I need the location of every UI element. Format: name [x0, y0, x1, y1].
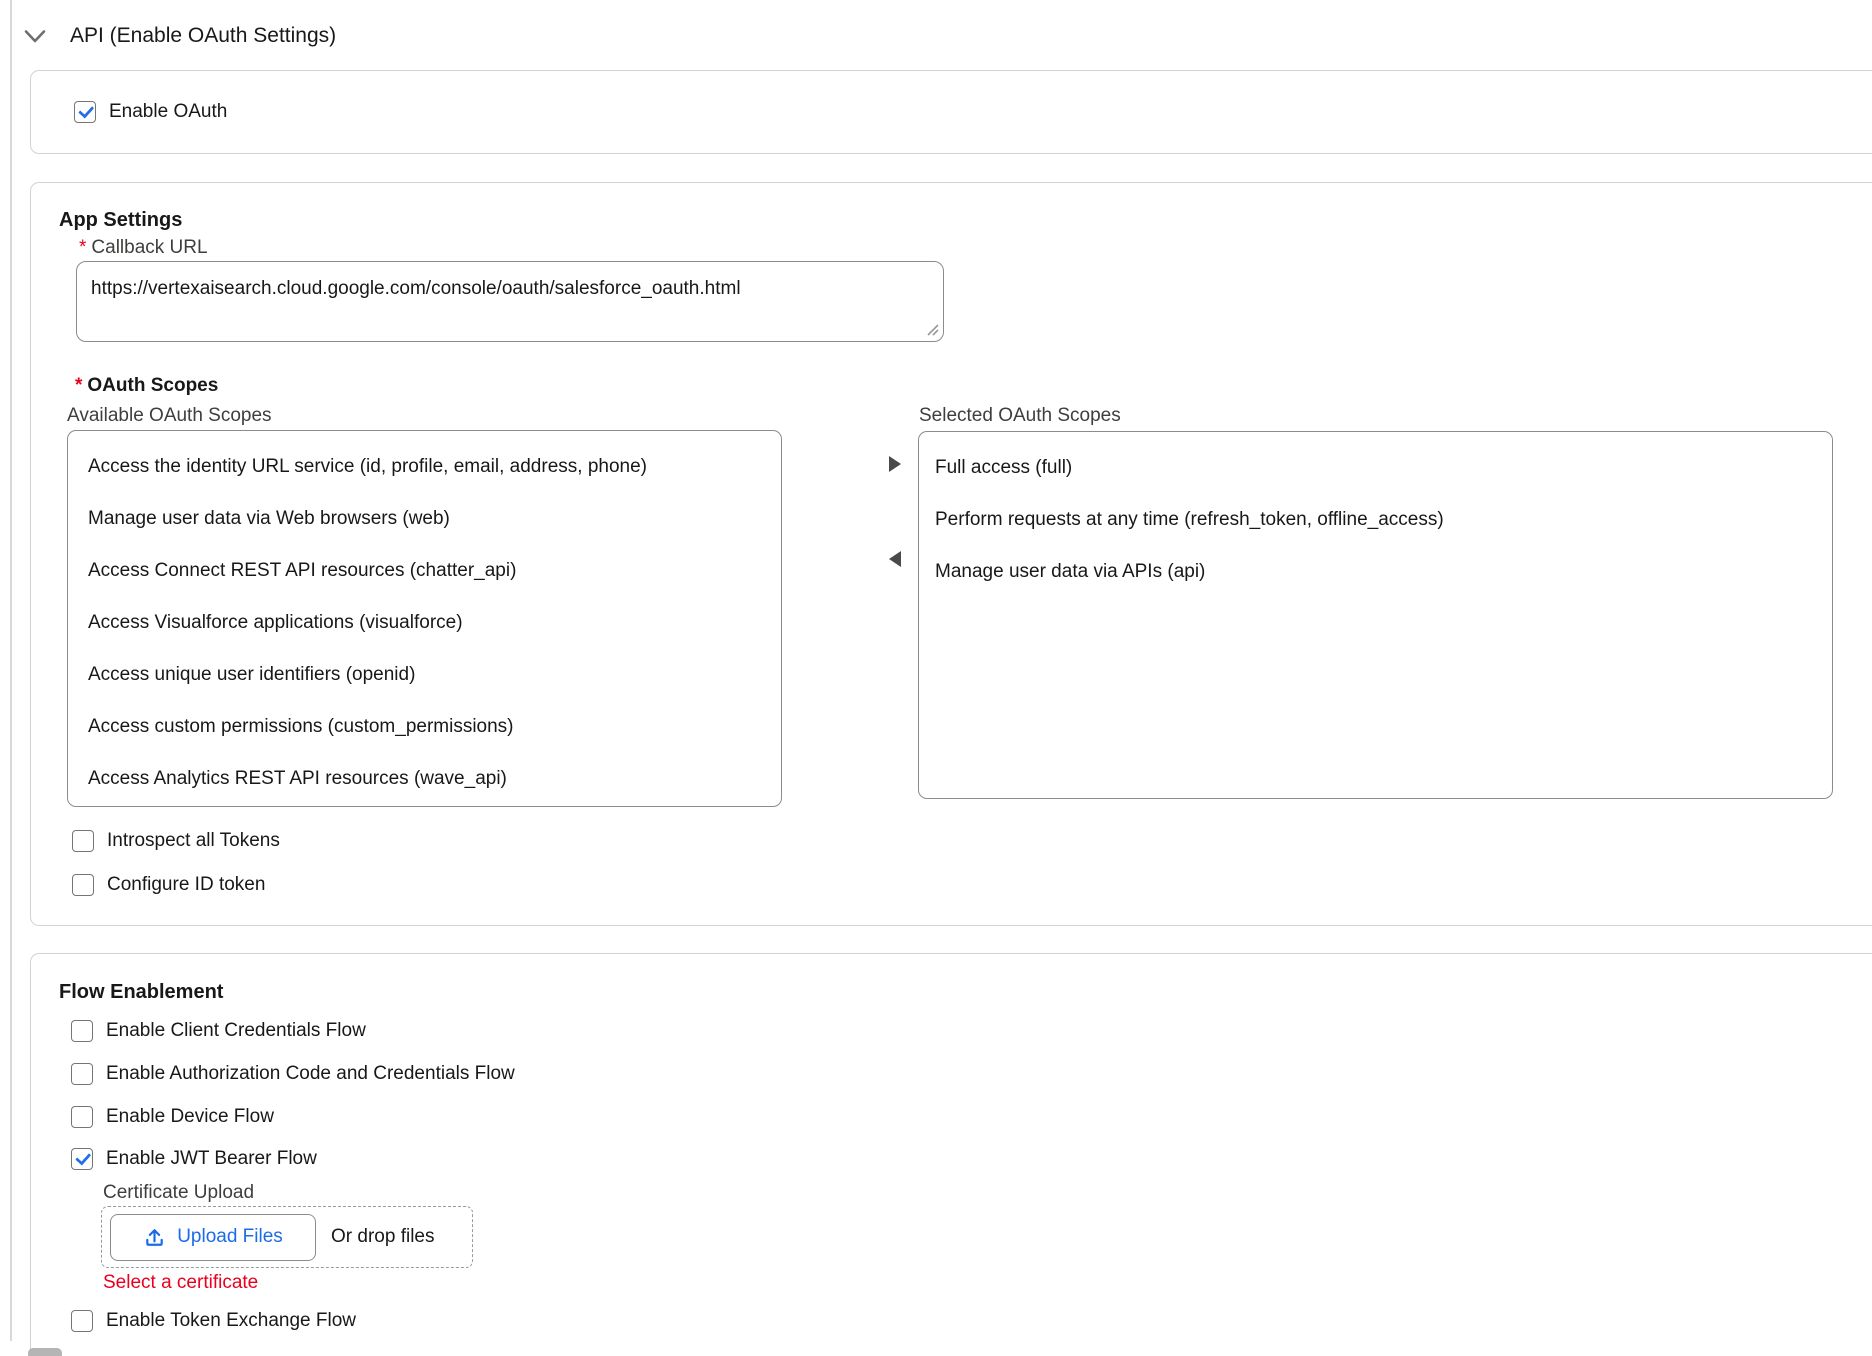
device-flow-row — [71, 1106, 274, 1128]
section-title: API (Enable OAuth Settings) — [70, 24, 337, 47]
certificate-error-text: Select a certificate — [103, 1272, 259, 1293]
selected-scopes-label: Selected OAuth Scopes — [919, 405, 1121, 426]
certificate-upload-label: Certificate Upload — [103, 1182, 255, 1203]
auth-code-credentials-checkbox[interactable] — [71, 1063, 93, 1085]
client-credentials-row — [71, 1020, 366, 1042]
enable-oauth-checkbox[interactable] — [74, 101, 96, 123]
section-header[interactable] — [24, 24, 336, 48]
device-flow-label: Enable Device Flow — [106, 1106, 274, 1127]
client-credentials-checkbox[interactable] — [71, 1020, 93, 1042]
client-credentials-label: Enable Client Credentials Flow — [106, 1020, 366, 1041]
flow-enablement-card — [30, 953, 1872, 1356]
token-exchange-checkbox[interactable] — [71, 1310, 93, 1332]
jwt-bearer-checkbox[interactable] — [71, 1148, 93, 1170]
move-to-available-button[interactable] — [889, 551, 901, 567]
configure-id-token-row — [72, 874, 265, 896]
token-exchange-row — [71, 1310, 356, 1332]
configure-id-token-label: Configure ID token — [107, 874, 266, 895]
drop-files-text: Or drop files — [331, 1226, 435, 1247]
chevron-down-icon[interactable] — [24, 29, 46, 44]
introspect-tokens-row — [72, 830, 280, 852]
move-to-selected-button[interactable] — [889, 456, 901, 472]
certificate-dropzone[interactable] — [101, 1206, 473, 1268]
auth-code-credentials-label: Enable Authorization Code and Credentials Flow — [106, 1063, 515, 1084]
enable-oauth-label: Enable OAuth — [109, 101, 228, 122]
auth-code-credentials-row — [71, 1063, 515, 1085]
enable-oauth-row — [74, 101, 227, 123]
page-left-divider — [10, 0, 12, 1341]
oauth-scopes-label: * OAuth Scopes — [75, 375, 219, 396]
device-flow-checkbox[interactable] — [71, 1106, 93, 1128]
required-asterisk: * — [79, 237, 87, 258]
token-exchange-label: Enable Token Exchange Flow — [106, 1310, 356, 1331]
app-settings-card — [30, 182, 1872, 926]
scope-option[interactable]: Manage user data via APIs (api) — [935, 561, 1206, 582]
selected-scopes-listbox[interactable] — [918, 431, 1833, 799]
introspect-tokens-label: Introspect all Tokens — [107, 830, 280, 851]
jwt-bearer-row — [71, 1148, 317, 1170]
upload-files-button[interactable]: Upload Files — [110, 1214, 316, 1261]
scope-option[interactable]: Perform requests at any time (refresh_token, offline_access) — [935, 509, 1444, 530]
scope-option[interactable]: Full access (full) — [935, 457, 1073, 478]
jwt-bearer-label: Enable JWT Bearer Flow — [106, 1148, 317, 1169]
callback-url-label: * Callback URL — [79, 237, 208, 258]
available-scopes-listbox[interactable] — [67, 430, 782, 807]
required-asterisk: * — [75, 375, 83, 396]
configure-id-token-checkbox[interactable] — [72, 874, 94, 896]
scope-option[interactable]: Access unique user identifiers (openid) — [88, 664, 416, 685]
available-scopes-label: Available OAuth Scopes — [67, 405, 272, 426]
scope-option[interactable]: Access custom permissions (custom_permissions) — [88, 716, 514, 737]
scope-option[interactable]: Access Analytics REST API resources (wave_api) — [88, 768, 507, 789]
enable-oauth-card — [30, 70, 1872, 154]
introspect-tokens-checkbox[interactable] — [72, 830, 94, 852]
scope-option[interactable]: Manage user data via Web browsers (web) — [88, 508, 450, 529]
app-settings-heading: App Settings — [59, 209, 183, 231]
scope-option[interactable]: Access Connect REST API resources (chatter_api) — [88, 560, 517, 581]
scope-option[interactable]: Access Visualforce applications (visualforce) — [88, 612, 463, 633]
horizontal-scrollbar-thumb[interactable] — [28, 1348, 62, 1356]
upload-icon — [143, 1226, 166, 1249]
flow-enablement-heading: Flow Enablement — [59, 981, 224, 1003]
callback-url-input[interactable] — [76, 261, 944, 342]
scope-option[interactable]: Access the identity URL service (id, profile, email, address, phone) — [88, 456, 647, 477]
